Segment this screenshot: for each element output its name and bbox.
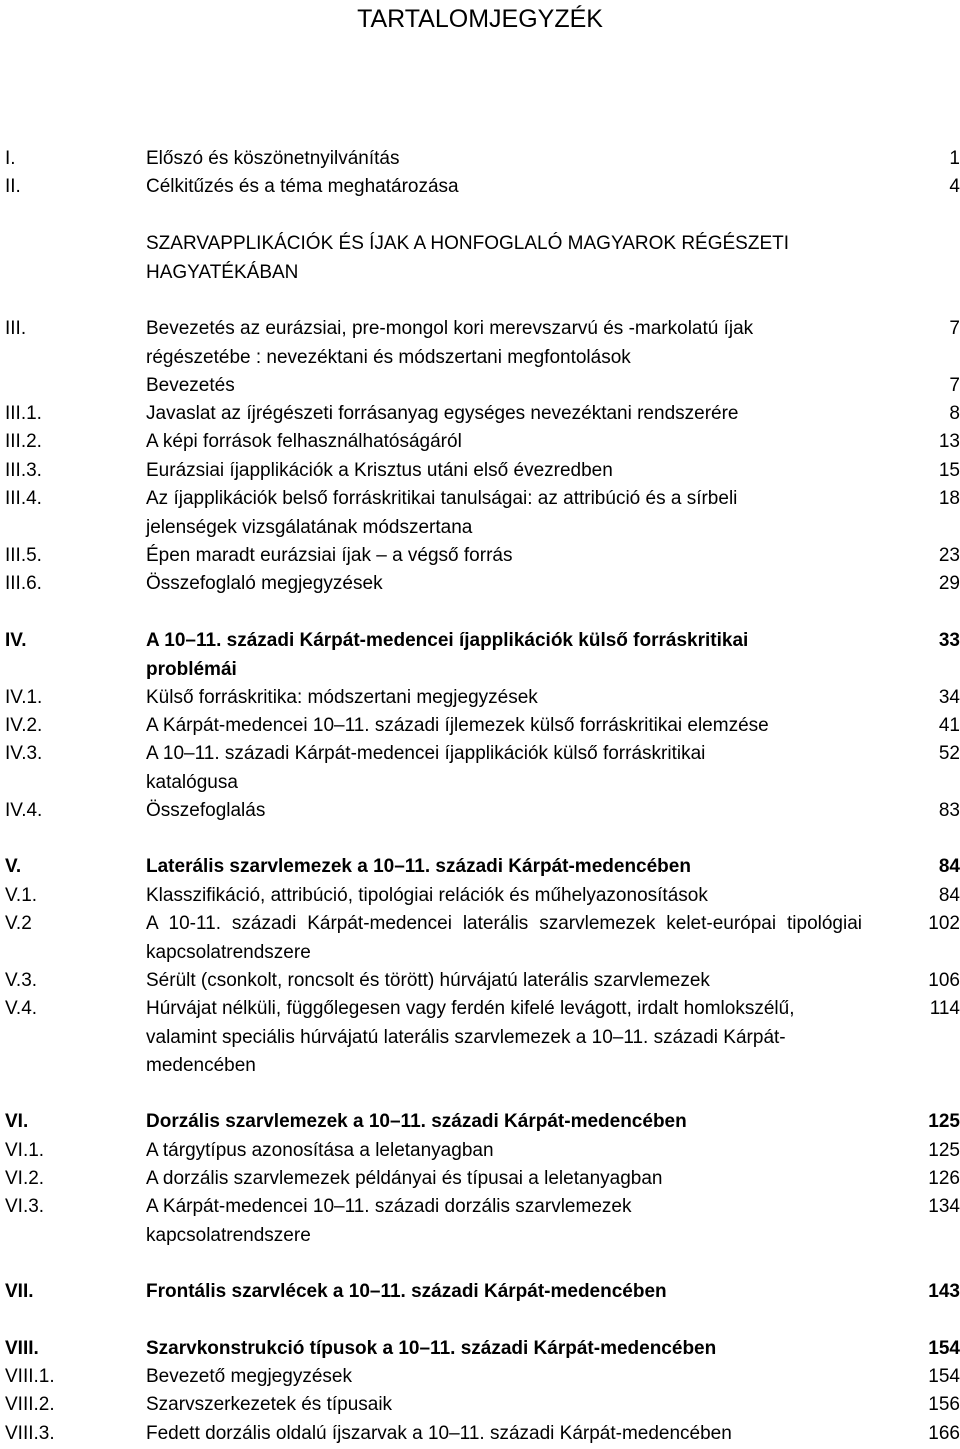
toc-entry-page: 166: [928, 1423, 960, 1444]
toc-entry-number: V.2: [5, 913, 32, 934]
toc-entry-title: Fedett dorzális oldalú íjszarvak a 10–11. századi Kárpát-medencében: [146, 1423, 732, 1444]
toc-entry-number: IV.: [5, 630, 27, 651]
toc-entry-page: 154: [928, 1366, 960, 1387]
toc-entry-page: 114: [929, 998, 960, 1019]
toc-entry-number: V.1.: [5, 885, 38, 906]
toc-entry-page: 134: [928, 1196, 960, 1217]
toc-entry-page: 29: [938, 573, 960, 594]
toc-entry-number: VI.2.: [5, 1168, 45, 1189]
toc-entry-page: 34: [938, 687, 960, 708]
toc-entry-number: IV.4.: [5, 800, 43, 821]
toc-entry-number: IV.3.: [5, 743, 43, 764]
toc-entry-title: A dorzális szarvlemezek példányai és típusai a leletanyagban: [146, 1168, 663, 1189]
toc-entry-title: Célkitűzés és a téma meghatározása: [146, 176, 459, 197]
toc-entry-title: Bevezetés az eurázsiai, pre-mongol kori merevszarvú és -markolatú íjak régészetébe : nevezéktani és módszertani megfontolások: [146, 318, 754, 368]
toc-entry-number: VIII.2.: [5, 1394, 55, 1415]
toc-entry-page: 33: [938, 630, 960, 651]
toc-entry-page: 1: [949, 148, 960, 169]
toc-entry-page: 84: [938, 885, 960, 906]
toc-entry-number: VII.: [5, 1281, 34, 1302]
toc-entry-page: 102: [928, 913, 960, 934]
toc-entry-title: A tárgytípus azonosítása a leletanyagban: [146, 1140, 494, 1161]
toc-entry-title: Szarvszerkezetek és típusaik: [146, 1394, 393, 1415]
toc-entry-number: V.3.: [5, 970, 38, 991]
toc-entry-title: Bevezetés: [146, 375, 235, 396]
toc-entry-number: VIII.1.: [5, 1366, 55, 1387]
toc-entry-page: 84: [938, 856, 960, 877]
toc-entry-title: A Kárpát-medencei 10–11. századi íjlemezek külső forráskritikai elemzése: [146, 715, 769, 736]
toc-entry-number: VIII.: [5, 1338, 39, 1359]
toc-entry-title: Külső forráskritika: módszertani megjegyzések: [146, 687, 538, 708]
toc-entry-number: III.6.: [5, 573, 42, 594]
toc-entry-title: Laterális szarvlemezek a 10–11. századi Kárpát-medencében: [146, 856, 691, 877]
toc-entry-title: Frontális szarvlécek a 10–11. századi Kárpát-medencében: [146, 1281, 667, 1302]
toc-entry-page: 13: [938, 431, 960, 452]
toc-entry-number: V.: [5, 856, 22, 877]
toc-entry-page: 156: [928, 1394, 960, 1415]
toc-entry-title: Eurázsiai íjapplikációk a Krisztus utáni első évezredben: [146, 460, 613, 481]
toc-entry-page: 7: [949, 318, 960, 339]
toc-entry-number: V.4.: [5, 998, 38, 1019]
toc-entry-page: 125: [928, 1140, 960, 1161]
toc-entry-page: 4: [949, 176, 960, 197]
toc-entry-page: 15: [938, 460, 960, 481]
toc-entry-number: III.: [5, 318, 27, 339]
toc-entry-page: 7: [949, 375, 960, 396]
toc-entry-page: 83: [938, 800, 960, 821]
toc-entry-number: II.: [5, 176, 21, 197]
toc-entry-number: IV.2.: [5, 715, 43, 736]
toc-entry-page: 154: [928, 1338, 960, 1359]
toc-entry-number: III.5.: [5, 545, 42, 566]
toc-entry-title: Épen maradt eurázsiai íjak – a végső forrás: [146, 545, 513, 566]
toc-entry-page: 18: [938, 488, 960, 509]
toc-entry-title: Előszó és köszönetnyilvánítás: [146, 148, 400, 169]
toc-entry-title: Dorzális szarvlemezek a 10–11. századi Kárpát-medencében: [146, 1111, 687, 1132]
toc-entry-page: 106: [928, 970, 960, 991]
toc-entry-title: Húrvájat nélküli, függőlegesen vagy ferdén kifelé levágott, irdalt homlokszélű, valamint speciális húrvájatú laterális szarvlemezek a 10–11. századi Kárpát-medencében: [146, 998, 795, 1076]
toc-entry-number: I.: [5, 148, 16, 169]
toc-entry-title: A 10–11. századi Kárpát-medencei íjapplikációk külső forráskritikai problémái: [146, 630, 749, 680]
toc-entry-page: 52: [938, 743, 960, 764]
toc-entry-title: A 10–11. századi Kárpát-medencei íjapplikációk külső forráskritikai katalógusa: [146, 743, 706, 793]
toc-entry-title: SZARVAPPLIKÁCIÓK ÉS ÍJAK A HONFOGLALÓ MAGYAROK RÉGÉSZETI HAGYATÉKÁBAN: [146, 233, 790, 283]
toc-entry-title: Szarvkonstrukció típusok a 10–11. századi Kárpát-medencében: [146, 1338, 717, 1359]
toc-entry-page: 126: [928, 1168, 960, 1189]
toc-entry-title: A Kárpát-medencei 10–11. századi dorzális szarvlemezek kapcsolatrendszere: [146, 1196, 632, 1246]
toc-entry-title: A képi források felhasználhatóságáról: [146, 431, 462, 452]
toc-entry-page: 23: [938, 545, 960, 566]
toc-entry-title: Klasszifikáció, attribúció, tipológiai relációk és műhelyazonosítások: [146, 885, 708, 906]
toc-entry-title: Javaslat az íjrégészeti forrásanyag egységes nevezéktani rendszerére: [146, 403, 739, 424]
toc-entry-number: VI.: [5, 1111, 29, 1132]
toc-entry-title: Bevezető megjegyzések: [146, 1366, 352, 1387]
toc-entry-number: III.4.: [5, 488, 42, 509]
toc-entry-number: III.2.: [5, 431, 42, 452]
toc-entry-title: Sérült (csonkolt, roncsolt és törött) húrvájatú laterális szarvlemezek: [146, 970, 710, 991]
toc-entry-title: A 10-11. századi Kárpát-medencei laterális szarvlemezek kelet-európai tipológiai kapcsolatrendszere: [146, 913, 862, 963]
toc-entry-number: IV.1.: [5, 687, 43, 708]
toc-entry-number: III.1.: [5, 403, 42, 424]
toc-entry-page: 125: [928, 1111, 960, 1132]
toc-entry-page: 143: [928, 1281, 960, 1302]
toc-entry-page: 41: [938, 715, 960, 736]
toc-entry-number: VI.3.: [5, 1196, 45, 1217]
toc-entry-number: VI.1.: [5, 1140, 45, 1161]
toc-entry-title: Összefoglaló megjegyzések: [146, 573, 383, 594]
toc-entry-number: III.3.: [5, 460, 42, 481]
toc-entry-title: Az íjapplikációk belső forráskritikai tanulságai: az attribúció és a sírbeli jelenségek vizsgálatának módszertana: [146, 488, 738, 538]
toc-entry-number: VIII.3.: [5, 1423, 55, 1444]
toc-entry-page: 8: [949, 403, 960, 424]
toc-entry-title: Összefoglalás: [146, 800, 266, 821]
page-title: TARTALOMJEGYZÉK: [357, 5, 603, 33]
